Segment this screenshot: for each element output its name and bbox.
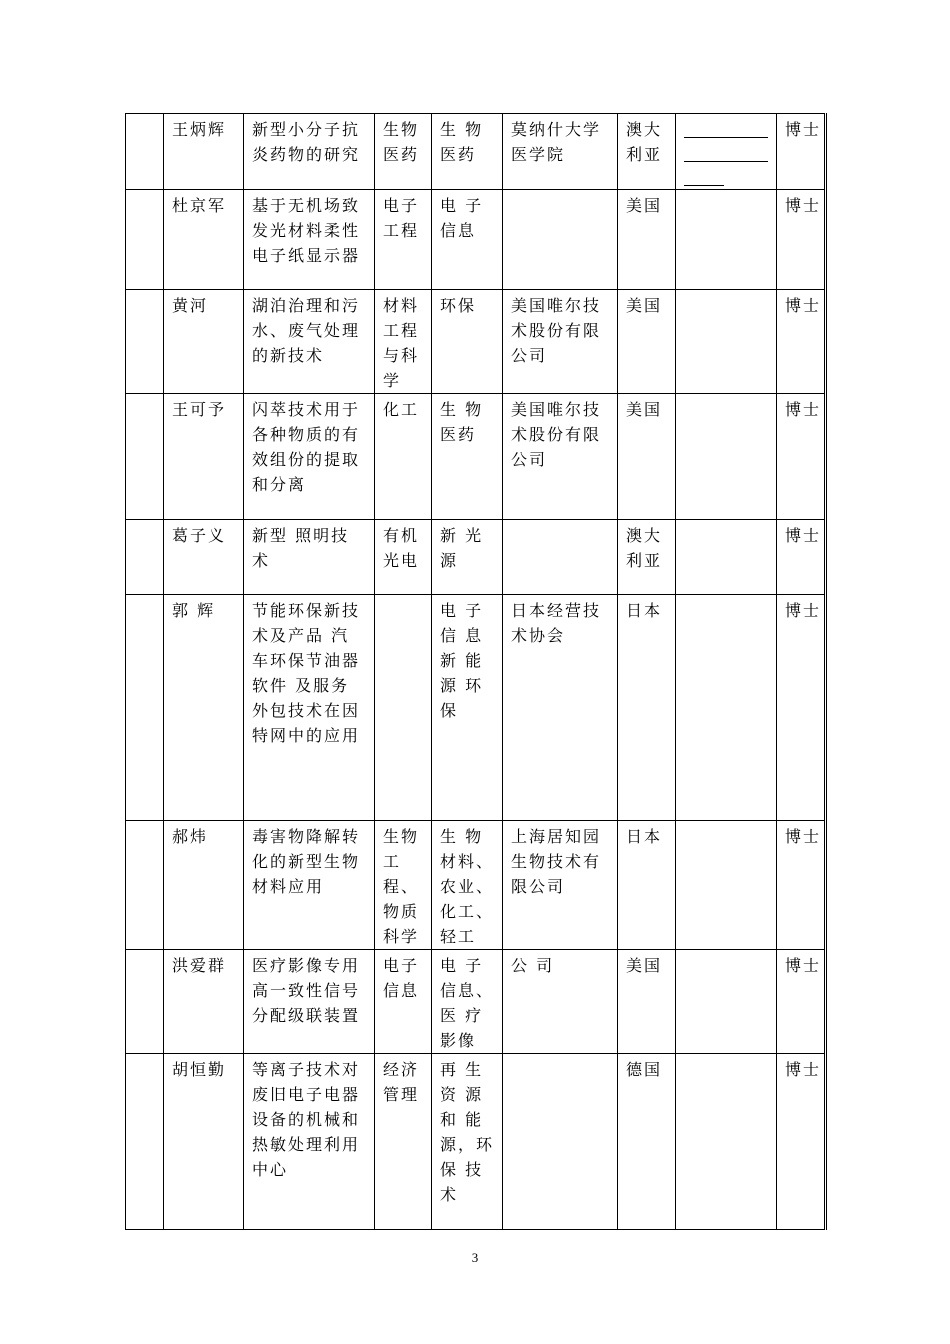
table-row (126, 595, 826, 821)
major-cell: 化工 (375, 394, 432, 520)
country-cell: 日本 (618, 595, 676, 821)
name-cell: 胡恒勤 (164, 1054, 244, 1230)
country-cell: 澳大利亚 (618, 114, 676, 190)
project-cell: 毒害物降解转化的新型生物材料应用 (244, 821, 375, 950)
index-cell (126, 394, 164, 520)
index-cell (126, 950, 164, 1054)
organization-cell: 上海居知园生物技术有限公司 (503, 821, 618, 950)
table-row (126, 950, 826, 1054)
country-cell: 美国 (618, 950, 676, 1054)
country-cell: 美国 (618, 290, 676, 394)
field-cell: 环保 (432, 290, 503, 394)
remark-cell (676, 950, 777, 1054)
name-cell: 王炳辉 (164, 114, 244, 190)
project-cell: 基于无机场致发光材料柔性电子纸显示器 (244, 190, 375, 290)
major-cell: 材料工程与科学 (375, 290, 432, 394)
country-cell: 美国 (618, 190, 676, 290)
organization-cell (503, 520, 618, 595)
field-cell: 生 物医药 (432, 394, 503, 520)
degree-cell: 博士 (777, 950, 826, 1054)
blank-fill-line (684, 117, 768, 138)
organization-cell (503, 190, 618, 290)
page-number: 3 (471, 1250, 479, 1265)
remark-cell (676, 821, 777, 950)
degree-cell: 博士 (777, 520, 826, 595)
talent-table (125, 113, 827, 1230)
name-cell: 郝炜 (164, 821, 244, 950)
project-cell: 节能环保新技术及产品 汽车环保节油器软件 及服务外包技术在因特网中的应用 (244, 595, 375, 821)
country-cell: 美国 (618, 394, 676, 520)
index-cell (126, 1054, 164, 1230)
major-cell (375, 595, 432, 821)
degree-cell: 博士 (777, 595, 826, 821)
table-row (126, 114, 826, 190)
organization-cell (503, 1054, 618, 1230)
index-cell (126, 190, 164, 290)
table-row (126, 394, 826, 520)
table-row (126, 520, 826, 595)
index-cell (126, 520, 164, 595)
field-cell: 生 物材料、农业、化工、轻工 (432, 821, 503, 950)
index-cell (126, 114, 164, 190)
index-cell (126, 821, 164, 950)
country-cell: 澳大利亚 (618, 520, 676, 595)
field-cell: 新 光源 (432, 520, 503, 595)
project-cell: 新型 照明技术 (244, 520, 375, 595)
name-cell: 黄河 (164, 290, 244, 394)
name-cell: 杜京军 (164, 190, 244, 290)
index-cell (126, 290, 164, 394)
field-cell: 生 物医药 (432, 114, 503, 190)
major-cell: 生物医药 (375, 114, 432, 190)
remark-cell (676, 595, 777, 821)
degree-cell: 博士 (777, 394, 826, 520)
major-cell: 生物工程、物质科学 (375, 821, 432, 950)
name-cell: 葛子义 (164, 520, 244, 595)
index-cell (126, 595, 164, 821)
field-cell: 再 生资 源和 能源，环保 技术 (432, 1054, 503, 1230)
major-cell: 有机光电 (375, 520, 432, 595)
project-cell: 新型小分子抗炎药物的研究 (244, 114, 375, 190)
degree-cell: 博士 (777, 1054, 826, 1230)
table-row (126, 190, 826, 290)
project-cell: 湖泊治理和污水、废气处理的新技术 (244, 290, 375, 394)
remark-cell (676, 394, 777, 520)
organization-cell: 莫纳什大学医学院 (503, 114, 618, 190)
project-cell: 闪萃技术用于各种物质的有效组份的提取和分离 (244, 394, 375, 520)
remark-cell (676, 1054, 777, 1230)
field-cell: 电 子信 息新 能源 环保 (432, 595, 503, 821)
degree-cell: 博士 (777, 821, 826, 950)
organization-cell: 美国唯尔技术股份有限公司 (503, 290, 618, 394)
project-cell: 医疗影像专用高一致性信号分配级联装置 (244, 950, 375, 1054)
major-cell: 电子工程 (375, 190, 432, 290)
remark-cell (676, 520, 777, 595)
degree-cell: 博士 (777, 290, 826, 394)
field-cell: 电 子信息、医 疗影像 (432, 950, 503, 1054)
country-cell: 德国 (618, 1054, 676, 1230)
degree-cell: 博士 (777, 190, 826, 290)
table-row (126, 290, 826, 394)
name-cell: 洪爱群 (164, 950, 244, 1054)
organization-cell: 日本经营技术协会 (503, 595, 618, 821)
field-cell: 电 子信息 (432, 190, 503, 290)
name-cell: 王可予 (164, 394, 244, 520)
table-row (126, 1054, 826, 1230)
remark-cell (676, 190, 777, 290)
degree-cell: 博士 (777, 114, 826, 190)
major-cell: 经济管理 (375, 1054, 432, 1230)
name-cell: 郭 辉 (164, 595, 244, 821)
country-cell: 日本 (618, 821, 676, 950)
organization-cell: 公 司 (503, 950, 618, 1054)
blank-fill-line (684, 141, 768, 162)
remark-cell (676, 290, 777, 394)
remark-cell (676, 114, 777, 190)
major-cell: 电子信息 (375, 950, 432, 1054)
blank-fill-line (684, 165, 724, 186)
table-row (126, 821, 826, 950)
organization-cell: 美国唯尔技术股份有限公司 (503, 394, 618, 520)
project-cell: 等离子技术对废旧电子电器设备的机械和热敏处理利用中心 (244, 1054, 375, 1230)
